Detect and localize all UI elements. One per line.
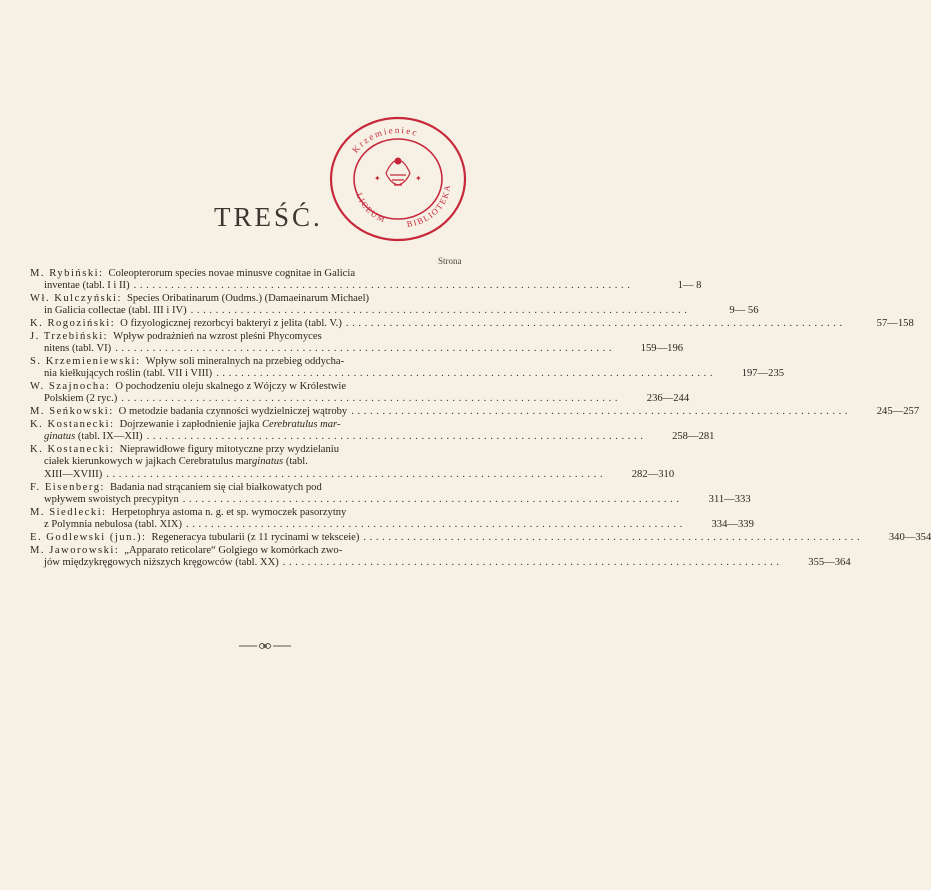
toc-author: J. Trzebiński:	[30, 330, 109, 342]
toc-author: S. Krzemieniewski:	[30, 356, 141, 368]
toc-author: Wł. Kulczyński:	[30, 293, 122, 305]
toc-page-range: 197—235	[741, 368, 785, 380]
toc-entry	[30, 544, 851, 570]
table-of-contents	[30, 268, 931, 570]
toc-title-line: nitens (tabl. VI)	[44, 343, 112, 355]
leader-dots: ................................................................................	[185, 518, 686, 530]
toc-page-range: 9— 56	[729, 305, 759, 317]
leader-dots: ................................................................................	[146, 431, 647, 443]
toc-page-range: 159—196	[640, 343, 684, 355]
toc-entry-line	[30, 318, 914, 330]
toc-author: W. Szajnocha:	[30, 381, 111, 393]
toc-page-range: 282—310	[631, 468, 675, 480]
toc-entry-line	[30, 518, 754, 531]
toc-entry	[30, 381, 690, 406]
toc-title-line: Wpływ soli mineralnych na przebieg oddycha-	[145, 356, 345, 368]
toc-entry	[30, 444, 675, 481]
toc-author: M. Rybiński:	[30, 268, 104, 279]
page-title: TREŚĆ.	[214, 202, 323, 232]
toc-title-line: O fizyologicznej rezorbcyi bakteryi z jelita (tabl. V.)	[120, 318, 342, 330]
leader-dots: ................................................................................	[121, 393, 622, 405]
stamp-text-right: BIBLIOTEKA	[405, 183, 453, 229]
leader-dots: ................................................................................	[106, 468, 607, 480]
toc-entry-line	[30, 456, 482, 468]
toc-title-line: ciałek kierunkowych w jajkach Cerebratulus marginatus (tabl.	[44, 456, 308, 468]
toc-author: K. Kostanecki:	[30, 444, 115, 456]
toc-title-line: nia kiełkujących roślin (tabl. VII i VIII)	[44, 368, 213, 380]
leader-dots: ................................................................................	[351, 406, 852, 418]
ornament-divider	[237, 640, 293, 652]
toc-entry	[30, 506, 754, 532]
toc-entry	[30, 356, 785, 381]
toc-entry	[30, 531, 931, 544]
toc-entry-line	[30, 268, 482, 280]
toc-title-line: Wpływ podrażnień na wzrost pleśni Phycomyces	[113, 330, 322, 342]
toc-title-line: Badania nad strącaniem się ciał białkowatych pod	[109, 481, 322, 493]
toc-entry-line	[30, 507, 482, 519]
svg-text:✦: ✦	[415, 174, 422, 183]
toc-entry-line	[30, 406, 920, 418]
toc-author: M. Siedlecki:	[30, 506, 107, 518]
toc-entry-line	[30, 393, 690, 405]
leader-dots: ................................................................................	[345, 318, 846, 330]
toc-page-range: 258—281	[672, 431, 715, 443]
toc-entry	[30, 293, 759, 318]
toc-entry-line	[30, 482, 482, 494]
toc-page-range: 1— 8	[677, 280, 702, 292]
toc-entry-line	[30, 293, 482, 305]
toc-title-line: O metodzie badania czynności wydzielniczej wątroby	[118, 406, 348, 418]
toc-title-line: inventae (tabl. I i II)	[44, 280, 130, 292]
leader-dots: ................................................................................	[182, 493, 683, 505]
toc-entry-line	[30, 531, 931, 544]
toc-entry-line	[30, 556, 851, 569]
toc-page-range: 311—333	[708, 493, 751, 505]
toc-entry-line	[30, 444, 482, 456]
toc-entry	[30, 330, 684, 356]
toc-title-line: Dojrzewanie i zapłodnienie jajka Cerebratulus mar-	[119, 419, 341, 431]
toc-title-line: Species Oribatinarum (Oudms.) (Damaeinarum Michael)	[126, 293, 370, 305]
toc-title-line: Polskiem (2 ryc.)	[44, 393, 118, 405]
page-column-label: Strona	[438, 256, 462, 266]
toc-page-range: 236—244	[646, 393, 690, 405]
toc-author: K. Kostanecki:	[30, 419, 115, 431]
toc-page-range: 57—158	[876, 318, 914, 330]
toc-entry-line	[30, 381, 482, 393]
toc-author: K. Rogoziński:	[30, 318, 116, 330]
toc-title-line: Regeneracya tubularii (z 11 rycinami w teksceie)	[151, 531, 360, 543]
toc-title-line: z Polymnia nebulosa (tabl. XIX)	[44, 518, 182, 530]
toc-page-range: 245—257	[876, 406, 920, 418]
toc-title-line: Coleopterorum species novae minusve cognitae in Galicia	[108, 268, 356, 279]
toc-entry	[30, 406, 920, 418]
toc-title-line: Nieprawidłowe figury mitotyczne przy wydzielaniu	[119, 444, 340, 456]
toc-page-range: 334—339	[711, 518, 754, 530]
toc-author: M. Seńkowski:	[30, 406, 114, 418]
leader-dots: ................................................................................	[216, 368, 717, 380]
toc-entry-line	[30, 356, 482, 368]
leader-dots: ................................................................................	[133, 280, 634, 292]
toc-title-line: ginatus (tabl. IX—XII)	[44, 431, 143, 443]
toc-entry	[30, 318, 914, 330]
toc-title-line: in Galicia collectae (tabl. III i IV)	[44, 305, 187, 317]
toc-title-line: „Apparato reticolare“ Golgiego w komórkach zwo-	[124, 544, 343, 556]
toc-entry-line	[30, 368, 785, 380]
svg-text:LICEUM	[354, 191, 388, 224]
toc-page-range: 340—354	[888, 531, 931, 543]
toc-author: F. Eisenberg:	[30, 481, 105, 493]
toc-entry-line	[30, 545, 482, 557]
library-stamp	[326, 113, 470, 245]
toc-entry-line	[30, 331, 482, 343]
svg-text:✦: ✦	[374, 174, 381, 183]
toc-title-line: O pochodzeniu oleju skalnego z Wójczy w Królestwie	[115, 381, 347, 393]
stamp-text-top: Krzemieniec	[350, 124, 420, 155]
leader-dots: ................................................................................	[363, 531, 864, 543]
toc-entry-line	[30, 468, 675, 481]
leader-dots: ................................................................................	[282, 556, 783, 568]
toc-entry-line	[30, 419, 482, 431]
toc-title-line: XIII—XVIII)	[44, 468, 103, 480]
toc-title-line: wpływem swoistych precypityn	[44, 493, 179, 505]
toc-title-line: Herpetophrya astoma n. g. et sp. wymoczek pasorzytny	[111, 506, 347, 518]
toc-entry	[30, 481, 751, 507]
toc-author: M. Jaworowski:	[30, 544, 120, 556]
toc-entry-line	[30, 431, 715, 443]
leader-dots: ................................................................................	[115, 343, 616, 355]
leader-dots: ................................................................................	[190, 305, 691, 317]
toc-entry	[30, 268, 702, 293]
toc-title-line: jów międzykręgowych niższych kręgowców (tabl. XX)	[44, 556, 279, 568]
toc-author: E. Godlewski (jun.):	[30, 531, 147, 543]
toc-entry-line	[30, 343, 684, 355]
toc-entry-line	[30, 280, 702, 292]
toc-entry-line	[30, 305, 759, 317]
toc-page-range: 355—364	[808, 556, 851, 568]
toc-entry	[30, 419, 715, 444]
toc-entry-line	[30, 493, 751, 506]
stamp-text-left: LICEUM	[354, 191, 388, 225]
